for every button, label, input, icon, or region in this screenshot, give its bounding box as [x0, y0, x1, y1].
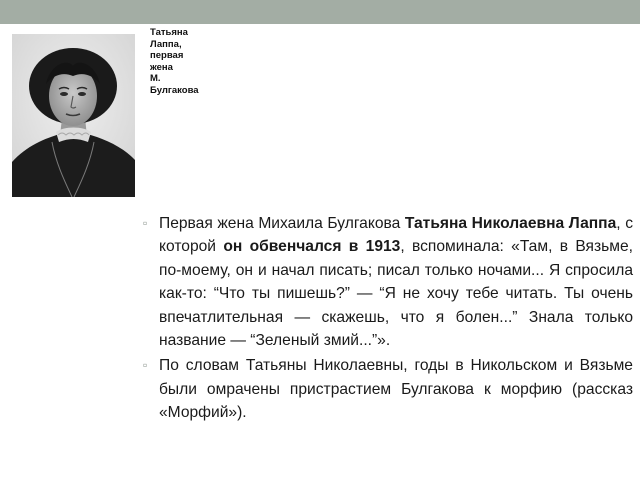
bullet-bold-marriage: он обвенчался в 1913	[223, 238, 401, 256]
top-bar	[0, 0, 640, 24]
caption-line: Лаппа,	[150, 38, 182, 50]
caption-line: Булгакова	[150, 84, 199, 96]
bullet-item-first-wife	[143, 212, 633, 352]
bullet-text: , вспоминала: «Там, в Вязьме, по-моему, он и начал писать; писал только ночами... Я спросила как-то: “Что ты пишешь?” — “Я не хочу тебе читать. Ты очень впечатлительная — скажешь, что я болен...” Знала только название — “Зеленый змий...”».	[159, 238, 633, 350]
bullet-item-morphine	[143, 354, 633, 424]
portrait-photo	[12, 34, 135, 197]
caption-line: М.	[150, 73, 161, 85]
bullet-text: , с которой	[159, 215, 633, 256]
bullet-marker-icon: ▫	[143, 358, 148, 373]
photo-caption	[150, 27, 250, 97]
bullet-marker-icon: ▫	[143, 216, 148, 230]
caption-line: первая	[150, 50, 184, 62]
caption-line: жена	[150, 61, 173, 73]
bullet-text: Первая жена Михаила Булгакова	[159, 215, 405, 232]
caption-line: Татьяна	[150, 27, 188, 38]
bullet-bold-name: Татьяна Николаевна Лаппа	[404, 215, 617, 232]
bullet-list	[143, 212, 633, 425]
bullet-text: По словам Татьяны Николаевны, годы в Никольском и Вязьме были омрачены пристрастием Булгакова к морфию (рассказ «Морфий»).	[159, 357, 633, 422]
